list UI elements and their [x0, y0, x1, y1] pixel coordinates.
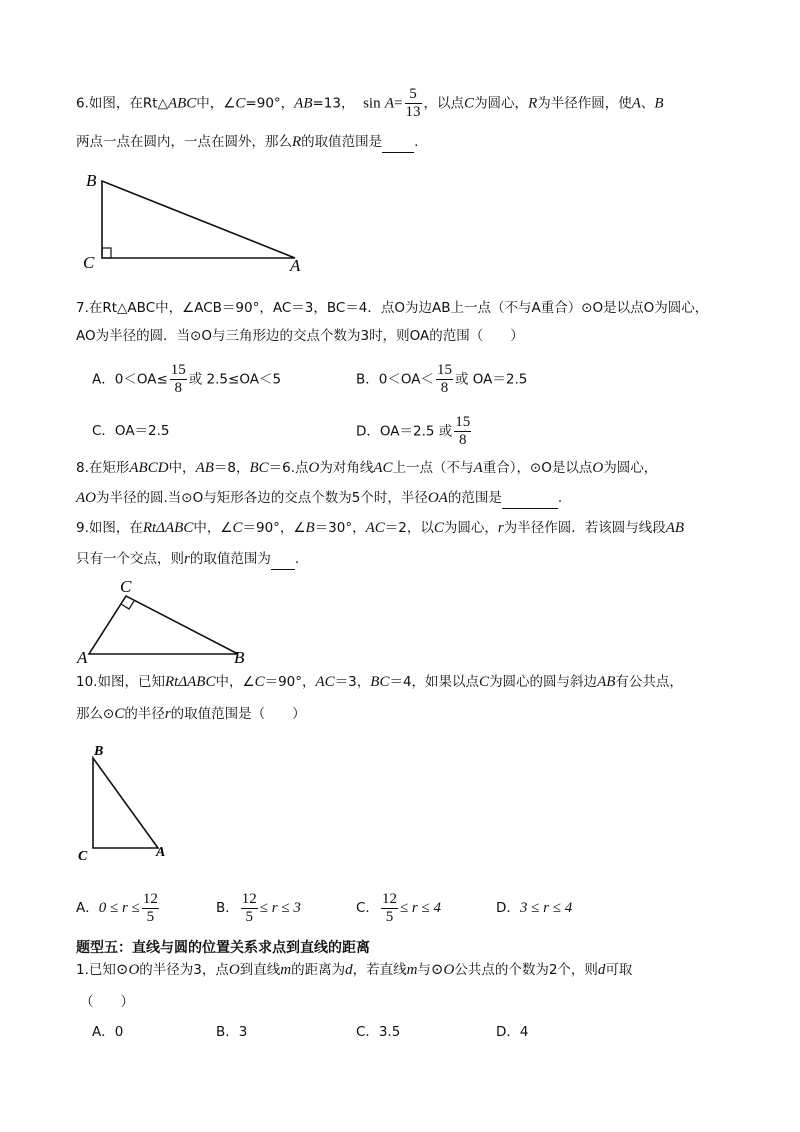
q6-text: ，以点: [423, 95, 465, 112]
q10-frac-num: 12: [381, 890, 397, 907]
s5-q1-o: O: [228, 962, 240, 978]
q10-line1: [76, 672, 683, 692]
q6-triangle: [102, 181, 295, 258]
q8-ac: AC: [373, 460, 393, 476]
q7-option-d[interactable]: [356, 414, 473, 449]
q8-text: 的范围是: [447, 490, 502, 506]
q9-r: r: [497, 520, 504, 536]
q10-text: 为圆心的圆与斜边: [489, 674, 598, 690]
q10-text: 的半径: [124, 706, 165, 722]
s5-q1-text: 1.已知: [76, 962, 116, 978]
s5-q1-option-b[interactable]: B．3: [216, 1024, 248, 1040]
s5-q1-text: 到直线: [239, 962, 281, 978]
q10-option-c-text: C．: [356, 900, 379, 916]
q7-frac-num: 15: [436, 362, 452, 378]
q6-text: 6.如图，在Rt: [76, 95, 158, 112]
q8-answer-blank[interactable]: [502, 488, 558, 509]
s5-q1-m: m: [280, 962, 292, 978]
q7-line1: 7.在Rt△ABC中，∠ACB＝90°，AC＝3，BC＝4．点O为边AB上一点（不与A重合）⊙O是以点O为圆心，: [76, 300, 709, 316]
q9-r: r: [184, 551, 190, 567]
q6-text: .: [414, 134, 419, 150]
s5-q1-text: 的半径为3，点: [139, 962, 229, 978]
q10-option-d[interactable]: [496, 890, 572, 926]
q10-option-b-math: ≤ r ≤ 3: [259, 900, 301, 916]
q10-option-a-text: A．: [76, 900, 99, 916]
q6-triangle-figure: [80, 168, 320, 278]
q10-triangle-figure: [76, 738, 186, 868]
q7-option-a-fraction: [170, 362, 187, 397]
q9-label-c: C: [120, 577, 132, 596]
s5-q1-m: m: [406, 962, 418, 978]
q10-label-b: B: [94, 744, 104, 759]
q10-c: C: [254, 674, 265, 690]
q10-bc: BC: [370, 674, 390, 690]
q6-triangle-symbol: △: [157, 95, 168, 112]
q8-ab: AB: [195, 460, 214, 476]
q10-r: r: [164, 706, 171, 722]
q9-text: 的取值范围为: [189, 551, 271, 567]
q7-frac-den: 8: [459, 432, 467, 448]
q10-option-b-fraction: [241, 891, 258, 926]
q10-text: ＝4，如果以点: [389, 674, 480, 690]
q6-text: 两点一点在圆内，一点在圆外，那么: [76, 134, 292, 150]
q6-label-b: B: [86, 171, 97, 190]
q10-frac-den: 5: [146, 908, 155, 925]
q6-sin: sin: [363, 95, 381, 112]
q6-frac-den: 13: [405, 104, 421, 120]
q7-option-b[interactable]: [356, 362, 527, 397]
q6-ab: AB: [294, 95, 313, 112]
q9-text: 9.如图，在: [76, 520, 143, 536]
q10-option-d-text: D．: [496, 900, 520, 916]
q7-frac-den: 8: [440, 380, 449, 396]
q6-abc: ABC: [167, 95, 197, 112]
q6-a: A: [384, 95, 395, 112]
q7-option-b-fraction: [436, 362, 453, 397]
q9-text: ＝90°，∠: [242, 520, 306, 536]
q10-label-a: A: [156, 845, 166, 860]
q7-option-a-text: A．0＜OA≤: [92, 371, 168, 388]
q8-text: ＝6.点: [268, 460, 309, 476]
s5-q1-option-a[interactable]: A．0: [92, 1024, 124, 1040]
s5-q1-answer-paren: （ ）: [80, 994, 134, 1010]
s5-q1-circle-o: ⊙O: [430, 962, 455, 978]
q7-option-b-text: 或 OA＝2.5: [454, 371, 528, 388]
q10-text: 的取值范围是（ ）: [170, 706, 306, 722]
s5-q1-text: ，若直线: [352, 962, 407, 978]
section-heading: 题型五：直线与圆的位置关系求点到直线的距离: [76, 940, 370, 956]
q10-c: C: [479, 674, 490, 690]
q9-text: ＝2，以: [384, 520, 434, 536]
q9-line1: [76, 518, 684, 538]
q8-text: 为半径的圆.当⊙O与矩形各边的交点个数为5个时，半径: [96, 490, 428, 506]
q9-triangle: [89, 596, 238, 654]
q10-text: ＝3，: [334, 674, 371, 690]
q8-a: A: [473, 460, 483, 476]
q6-text: 为圆心，: [474, 95, 529, 112]
q8-text: 为圆心，: [603, 460, 658, 476]
q10-option-b-text: B．: [216, 900, 239, 916]
q6-text: 的取值范围是: [301, 134, 383, 150]
q9-label-a: A: [77, 648, 88, 666]
q8-text: 上一点（不与: [392, 460, 474, 476]
q6-b: B: [654, 95, 664, 112]
q8-abcd: ABCD: [129, 460, 169, 476]
q8-o: O: [592, 460, 604, 476]
q10-frac-den: 5: [245, 908, 254, 925]
q6-eq: =: [394, 95, 403, 112]
s5-q1-d: d: [345, 962, 353, 978]
q10-option-a-fraction: [142, 891, 159, 926]
q10-option-c-math: ≤ r ≤ 4: [399, 900, 441, 916]
q10-ac: AC: [315, 674, 335, 690]
q6-line2: [76, 132, 418, 153]
q9-answer-blank[interactable]: [271, 549, 295, 570]
q10-text: 中，∠: [215, 674, 255, 690]
q9-c: C: [433, 520, 444, 536]
q8-oa: OA: [427, 490, 448, 506]
q6-text: 中，∠: [196, 95, 236, 112]
q8-o: O: [308, 460, 320, 476]
q10-option-c-fraction: [381, 891, 398, 926]
q8-text: .: [557, 490, 563, 506]
q10-line2: [76, 704, 306, 724]
q6-text: =13，: [312, 95, 355, 112]
q9-line2: [76, 549, 299, 570]
q8-line1: [76, 458, 657, 478]
q6-c: C: [235, 95, 246, 112]
q10-frac-den: 5: [385, 908, 394, 925]
q9-text: ＝30°，: [314, 520, 366, 536]
q10-option-d-math: 3 ≤ r ≤ 4: [519, 900, 573, 916]
q7-option-c[interactable]: C．OA＝2.5: [92, 423, 170, 439]
s5-q1-text: 的距离为: [291, 962, 346, 978]
q6-r: R: [292, 134, 302, 150]
q8-text: 为对角线: [319, 460, 374, 476]
s5-q1-text: 公共点的个数为2个，则: [454, 962, 598, 978]
s5-q1-d: d: [597, 962, 606, 978]
q10-rt-abc: RtΔABC: [164, 674, 216, 690]
q8-text: 中，: [168, 460, 196, 476]
q9-ab: AB: [665, 520, 685, 536]
q10-text: 有公共点，: [615, 674, 683, 690]
q8-bc: BC: [249, 460, 269, 476]
q6-frac-num: 5: [405, 86, 422, 104]
q9-text: 只有一个交点，则: [76, 551, 184, 567]
q9-triangle-figure: [76, 574, 266, 666]
s5-q1-line1: [76, 960, 632, 980]
q6-a: A: [631, 95, 641, 112]
q10-ab: AB: [597, 674, 616, 690]
q8-ao: AO: [76, 490, 96, 506]
s5-q1-option-d[interactable]: D．4: [496, 1024, 529, 1040]
q10-text: ＝90°，: [264, 674, 316, 690]
q10-option-c[interactable]: [356, 890, 441, 926]
q6-label-a: A: [290, 256, 301, 275]
q7-frac-num: 15: [170, 362, 186, 378]
q10-text: 那么⊙: [76, 706, 115, 722]
q9-c: C: [232, 520, 243, 536]
q7-option-a-text: 或 2.5≤OA＜5: [188, 371, 282, 388]
q8-text: ＝8，: [213, 460, 250, 476]
q7-option-d-text: D．OA＝2.5 或: [356, 423, 453, 440]
q6-answer-blank[interactable]: [382, 132, 414, 153]
q7-frac-num: 15: [455, 414, 471, 430]
q9-text: .: [294, 551, 300, 567]
s5-q1-text: 可取: [605, 962, 633, 978]
q10-frac-num: 12: [241, 890, 257, 907]
q7-option-d-fraction: [454, 414, 471, 449]
s5-q1-circle-o: ⊙O: [115, 962, 140, 978]
q6-r: R: [528, 95, 538, 112]
q9-b: B: [305, 520, 315, 536]
q10-option-a[interactable]: [76, 890, 161, 926]
q7-option-a[interactable]: [92, 362, 281, 397]
q10-option-a-math: 0 ≤ r ≤: [98, 900, 140, 916]
q6-line1: [76, 86, 664, 121]
q6-text: 为半径作圆，使: [537, 95, 632, 112]
q10-triangle: [93, 758, 158, 848]
q9-text: 为圆心，: [443, 520, 498, 536]
q9-ac: AC: [365, 520, 385, 536]
s5-q1-text: 与: [417, 962, 431, 978]
q9-text: 为半径作圆．若该圆与线段: [503, 520, 666, 536]
q10-c: C: [114, 706, 125, 722]
q8-text: 8.在矩形: [76, 460, 130, 476]
q8-text: 重合），⊙O是以点: [482, 460, 593, 476]
q8-line2: [76, 488, 562, 509]
s5-q1-option-c[interactable]: C．3.5: [356, 1024, 401, 1040]
q9-rt-abc: RtΔABC: [142, 520, 194, 536]
q6-fraction: [405, 86, 422, 121]
q6-text: 、: [640, 95, 655, 112]
q6-right-angle-mark: [102, 248, 111, 258]
q10-option-b[interactable]: [216, 890, 301, 926]
q9-text: 中，∠: [193, 520, 233, 536]
q10-text: 10.如图，已知: [76, 674, 165, 690]
q10-label-c: C: [78, 849, 88, 864]
q6-label-c: C: [83, 253, 95, 272]
q6-text: =90°，: [245, 95, 295, 112]
q6-c: C: [464, 95, 475, 112]
q7-option-b-text: B．0＜OA＜: [356, 371, 434, 388]
q7-line2: AO为半径的圆．当⊙O与三角形边的交点个数为3时，则OA的范围（ ）: [76, 328, 524, 344]
q10-frac-num: 12: [142, 890, 158, 907]
q7-frac-den: 8: [174, 380, 183, 396]
q9-label-b: B: [234, 648, 245, 666]
